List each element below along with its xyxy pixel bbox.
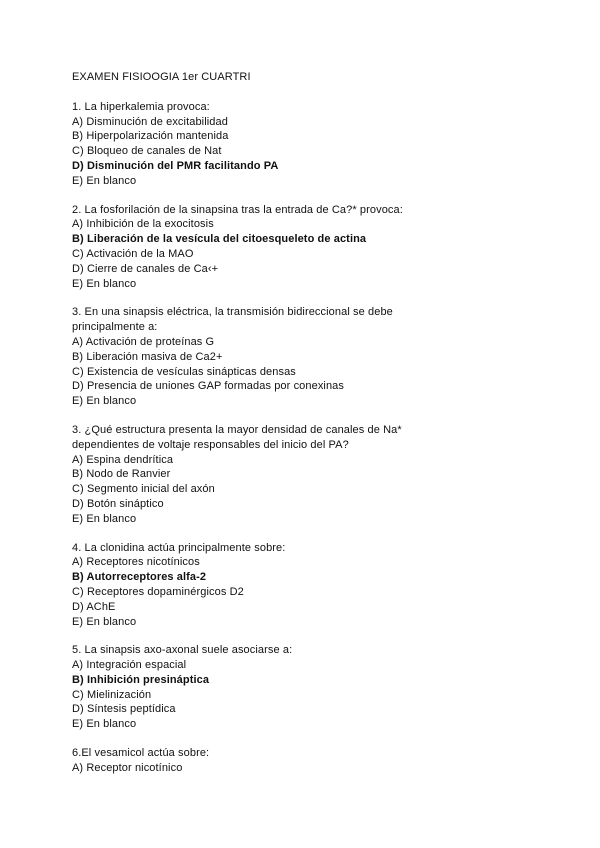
question-2 bbox=[72, 203, 552, 292]
answer-option-e: E) En blanco bbox=[72, 615, 137, 628]
answer-option-a: A) Receptores nicotínicos bbox=[72, 556, 200, 569]
question-stem-continued: principalmente a: bbox=[72, 321, 158, 334]
exam-page bbox=[72, 70, 552, 790]
answer-option-e: E) En blanco bbox=[72, 277, 137, 290]
question-1 bbox=[72, 100, 552, 189]
answer-option-a: A) Receptor nicotínico bbox=[72, 761, 183, 774]
answer-option-c: C) Receptores dopaminérgicos D2 bbox=[72, 585, 244, 598]
question-4 bbox=[72, 541, 552, 630]
answer-option-a: A) Espina dendrítica bbox=[72, 453, 174, 466]
question-3b bbox=[72, 423, 552, 527]
answer-option-c: C) Bloqueo de canales de Nat bbox=[72, 145, 222, 158]
answer-option-d: D) Síntesis peptídica bbox=[72, 703, 176, 716]
answer-option-c: C) Mielinización bbox=[72, 688, 152, 701]
answer-option-d: D) Presencia de uniones GAP formadas por conexinas bbox=[72, 380, 344, 393]
answer-option-e: E) En blanco bbox=[72, 174, 137, 187]
answer-option-c: C) Segmento inicial del axón bbox=[72, 483, 215, 496]
answer-option-a: A) Inhibición de la exocitosis bbox=[72, 218, 214, 231]
answer-option-b: B) Hiperpolarización mantenida bbox=[72, 130, 229, 143]
answer-option-b: B) Liberación masiva de Ca2+ bbox=[72, 350, 223, 363]
answer-option-c: C) Existencia de vesículas sinápticas densas bbox=[72, 365, 296, 378]
question-stem: 4. La clonidina actúa principalmente sobre: bbox=[72, 541, 286, 554]
answer-option-a: A) Disminución de excitabilidad bbox=[72, 115, 228, 128]
answer-option-b-correct: B) Inhibición presináptica bbox=[72, 673, 210, 686]
answer-option-a: A) Activación de proteínas G bbox=[72, 335, 215, 348]
question-stem: 3. En una sinapsis eléctrica, la transmisión bidireccional se debe bbox=[72, 306, 393, 319]
answer-option-c: C) Activación de la MAO bbox=[72, 247, 194, 260]
question-stem: 5. La sinapsis axo-axonal suele asociarse a: bbox=[72, 644, 293, 657]
exam-title: EXAMEN FISIOOGIA 1er CUARTRI bbox=[72, 71, 251, 83]
answer-option-e: E) En blanco bbox=[72, 395, 137, 408]
question-stem-continued: dependientes de voltaje responsables del inicio del PA? bbox=[72, 438, 349, 451]
question-3 bbox=[72, 305, 552, 409]
question-5 bbox=[72, 643, 552, 732]
answer-option-d: D) Botón sináptico bbox=[72, 497, 164, 510]
answer-option-e: E) En blanco bbox=[72, 512, 137, 525]
answer-option-e: E) En blanco bbox=[72, 718, 137, 731]
question-stem: 2. La fosforilación de la sinapsina tras la entrada de Ca?* provoca: bbox=[72, 203, 403, 216]
question-6 bbox=[72, 746, 552, 776]
answer-option-a: A) Integración espacial bbox=[72, 659, 187, 672]
answer-option-b-correct: B) Liberación de la vesícula del citoesqueleto de actina bbox=[72, 233, 367, 246]
answer-option-d: D) Cierre de canales de Ca‹+ bbox=[72, 262, 219, 275]
question-stem: 3. ¿Qué estructura presenta la mayor densidad de canales de Na* bbox=[72, 423, 402, 436]
answer-option-d: D) AChE bbox=[72, 600, 116, 613]
question-stem: 6.El vesamicol actúa sobre: bbox=[72, 747, 210, 760]
answer-option-d-correct: D) Disminución del PMR facilitando PA bbox=[72, 159, 279, 172]
answer-option-b-correct: B) Autorreceptores alfa-2 bbox=[72, 571, 207, 584]
question-stem: 1. La hiperkalemia provoca: bbox=[72, 100, 210, 113]
answer-option-b: B) Nodo de Ranvier bbox=[72, 468, 171, 481]
